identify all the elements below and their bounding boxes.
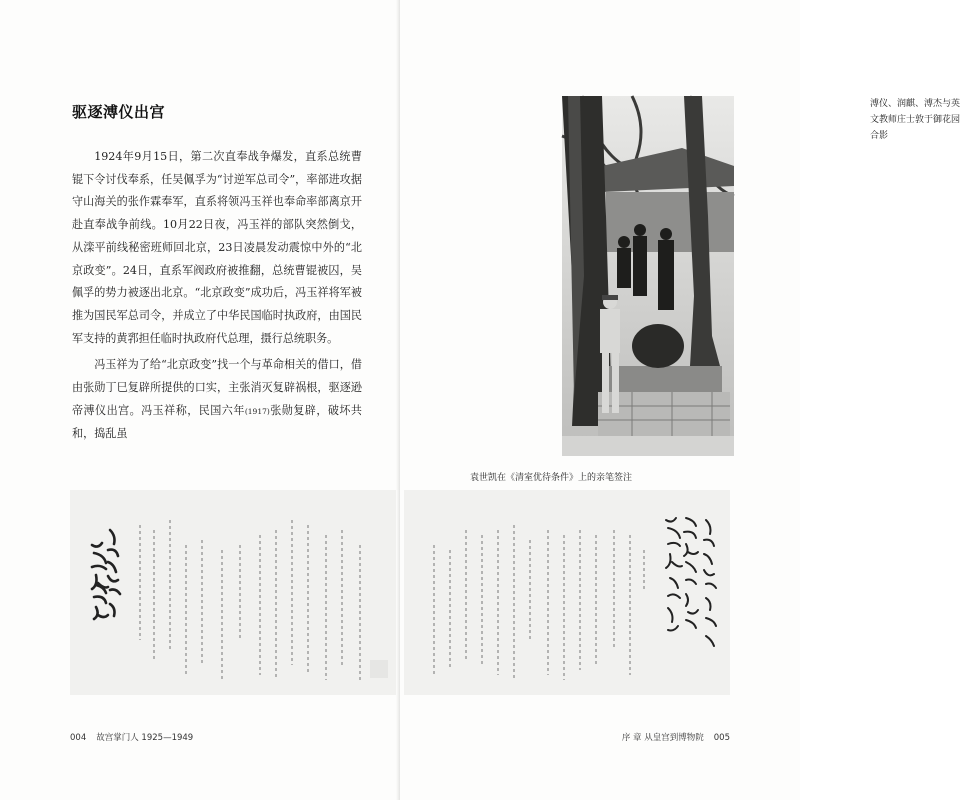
historical-photo xyxy=(562,96,734,456)
left-page xyxy=(0,0,400,800)
historical-photo-svg xyxy=(562,96,734,456)
paragraph-2-year: (1917) xyxy=(244,406,270,416)
page-number-left: 004 xyxy=(70,733,87,743)
manuscript-caption: 袁世凯在《清室优待条件》上的亲笔签注 xyxy=(470,473,633,483)
page-number-right: 005 xyxy=(713,733,730,743)
paragraph-1: 1924年9月15日，第二次直奉战争爆发，直系总统曹锟下令讨伐奉系，任吴佩孚为“讨逆军总司令”，率部进攻据守山海关的张作霖奉军，直系将领冯玉祥也奉命率部离京开赴直奉战争前线。10月22日夜，冯玉祥的部队突然倒戈，从滦平前线秘密班师回北京，23日凌晨发动震惊中外的“北京政变”。24日，直系军阀政府被推翻，总统曹锟被囚，吴佩孚的势力被逐出北京。“北京政变”成功后，冯玉祥将军被推为国民军总司令，并成立了中华民国临时执政府，由国民军支持的黄郛担任临时执政府代总理，摄行总统职务。 xyxy=(72,150,362,345)
body-text xyxy=(72,146,362,450)
photo-caption: 溥仪、润麒、溥杰与英文教师庄士敦于御花园合影 xyxy=(870,99,961,141)
section-title: 驱逐溥仪出宫 xyxy=(72,103,166,121)
footer-right xyxy=(622,731,730,743)
manuscript-left-svg xyxy=(70,490,396,695)
paragraph-2-text-a: 冯玉祥为了给“北京政变”找一个与革命相关的借口，借由张勋丁巳复辟所提供的口实，主张消灭复辟祸根，驱逐逊帝溥仪出宫。冯玉祥称，民国六年 xyxy=(72,358,362,417)
chapter-title: 序 章 从皇宫到博物院 xyxy=(621,733,704,743)
running-title: 故宫掌门人 1925—1949 xyxy=(96,733,194,743)
manuscript-right-svg xyxy=(404,490,730,695)
paragraph-2-text-b: 张勋复辟，破坏共和，捣乱虽 xyxy=(72,403,362,441)
manuscript-image-left xyxy=(70,490,396,695)
manuscript-image-right xyxy=(404,490,730,695)
footer-left xyxy=(70,731,193,743)
paragraph-2 xyxy=(72,354,362,446)
